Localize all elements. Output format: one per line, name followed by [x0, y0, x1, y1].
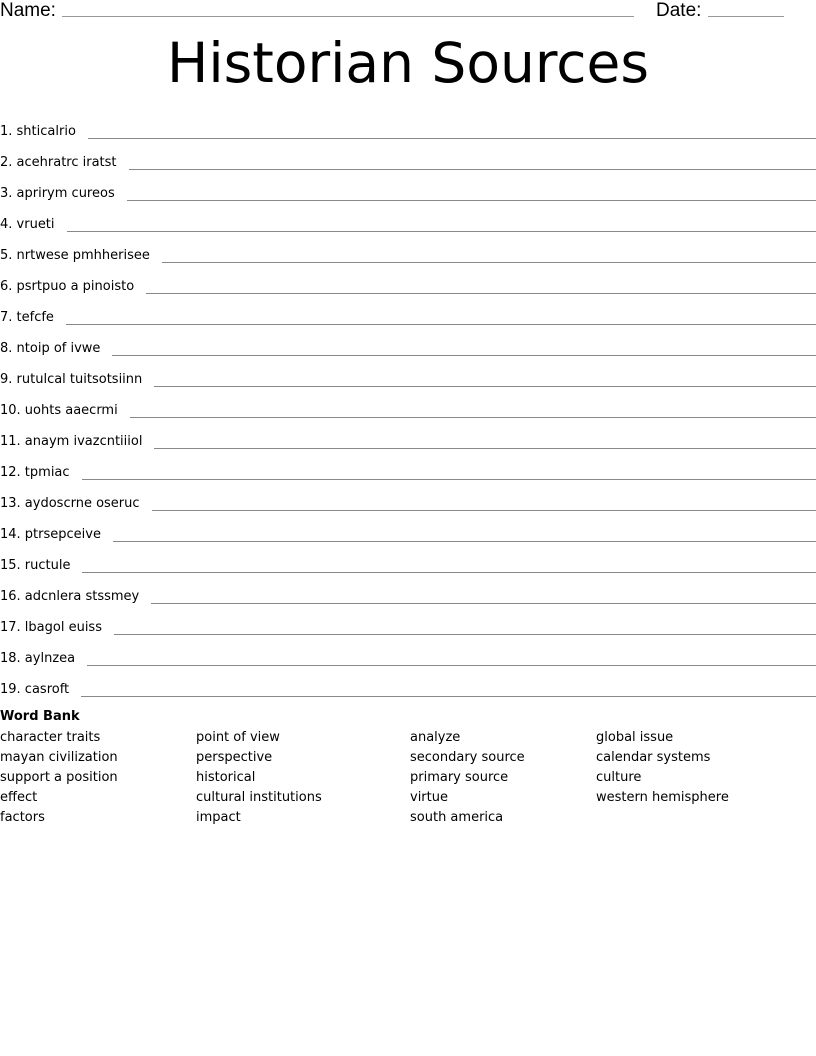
- word-bank-item: virtue: [410, 790, 448, 805]
- question-row: [0, 421, 816, 452]
- question-row: [0, 328, 816, 359]
- answer-line[interactable]: [112, 354, 816, 356]
- answer-line[interactable]: [127, 199, 816, 201]
- word-bank-column: [596, 728, 729, 808]
- question-text: 1. shticalrio: [0, 124, 76, 139]
- header-row: [0, 0, 816, 22]
- word-bank-item: perspective: [196, 750, 273, 765]
- question-row: [0, 452, 816, 483]
- question-text: 2. acehratrc iratst: [0, 155, 117, 170]
- page-title: Historian Sources: [166, 31, 649, 95]
- question-text: 16. adcnlera stssmey: [0, 589, 140, 604]
- name-field[interactable]: [62, 16, 634, 17]
- answer-line[interactable]: [88, 137, 816, 139]
- answer-line[interactable]: [66, 323, 816, 325]
- question-text: 15. ructule: [0, 558, 71, 573]
- question-text: 8. ntoip of ivwe: [0, 341, 101, 356]
- answer-line[interactable]: [130, 416, 816, 418]
- answer-line[interactable]: [146, 292, 816, 294]
- question-text: 7. tefcfe: [0, 310, 54, 325]
- word-bank-item: historical: [196, 770, 256, 785]
- word-bank-title: Word Bank: [0, 709, 80, 724]
- question-text: 17. lbagol euiss: [0, 620, 102, 635]
- answer-line[interactable]: [82, 478, 816, 480]
- word-bank-item: south america: [410, 810, 504, 825]
- question-text: 19. casroft: [0, 682, 70, 697]
- answer-line[interactable]: [113, 540, 816, 542]
- question-row: [0, 545, 816, 576]
- question-text: 11. anaym ivazcntiiiol: [0, 434, 143, 449]
- question-text: 12. tpmiac: [0, 465, 70, 480]
- question-row: [0, 173, 816, 204]
- word-bank-column: [196, 728, 322, 828]
- question-text: 13. aydoscrne oseruc: [0, 496, 140, 511]
- question-text: 9. rutulcal tuitsotsiinn: [0, 372, 143, 387]
- word-bank-column: [410, 728, 525, 828]
- question-row: [0, 483, 816, 514]
- word-bank-item: support a position: [0, 770, 118, 785]
- answer-line[interactable]: [81, 695, 816, 697]
- question-text: 4. vrueti: [0, 217, 55, 232]
- question-row: [0, 297, 816, 328]
- question-row: [0, 607, 816, 638]
- word-bank-grid: [0, 728, 816, 838]
- word-bank-item: secondary source: [410, 750, 525, 765]
- answer-line[interactable]: [162, 261, 816, 263]
- answer-line[interactable]: [67, 230, 816, 232]
- date-label: Date:: [656, 0, 702, 21]
- question-row: [0, 390, 816, 421]
- answer-line[interactable]: [129, 168, 816, 170]
- question-row: [0, 514, 816, 545]
- answer-line[interactable]: [82, 571, 816, 573]
- word-bank-column: [0, 728, 118, 828]
- word-bank-item: character traits: [0, 730, 101, 745]
- question-text: 6. psrtpuo a pinoisto: [0, 279, 135, 294]
- answer-line[interactable]: [154, 447, 816, 449]
- question-row: [0, 235, 816, 266]
- question-row: [0, 111, 816, 142]
- question-row: [0, 669, 816, 700]
- word-bank-item: impact: [196, 810, 241, 825]
- word-bank-item: point of view: [196, 730, 280, 745]
- word-bank-item: mayan civilization: [0, 750, 118, 765]
- question-row: [0, 142, 816, 173]
- question-row: [0, 638, 816, 669]
- answer-line[interactable]: [87, 664, 816, 666]
- question-row: [0, 204, 816, 235]
- word-bank-item: culture: [596, 770, 642, 785]
- word-bank-item: analyze: [410, 730, 461, 745]
- question-text: 3. aprirym cureos: [0, 186, 115, 201]
- word-bank-item: cultural institutions: [196, 790, 322, 805]
- word-bank-item: primary source: [410, 770, 509, 785]
- question-text: 14. ptrsepceive: [0, 527, 101, 542]
- question-text: 10. uohts aaecrmi: [0, 403, 118, 418]
- answer-line[interactable]: [151, 602, 816, 604]
- date-field[interactable]: [708, 16, 784, 17]
- word-bank-item: global issue: [596, 730, 674, 745]
- question-text: 5. nrtwese pmhherisee: [0, 248, 150, 263]
- word-bank-item: western hemisphere: [596, 790, 729, 805]
- answer-line[interactable]: [152, 509, 816, 511]
- question-row: [0, 576, 816, 607]
- question-text: 18. aylnzea: [0, 651, 76, 666]
- word-bank-item: calendar systems: [596, 750, 711, 765]
- question-row: [0, 359, 816, 390]
- question-row: [0, 266, 816, 297]
- word-bank-item: factors: [0, 810, 45, 825]
- answer-line[interactable]: [114, 633, 816, 635]
- word-bank: [0, 708, 816, 838]
- answer-line[interactable]: [154, 385, 816, 387]
- question-list: [0, 111, 816, 700]
- name-label: Name:: [0, 0, 56, 21]
- word-bank-item: effect: [0, 790, 38, 805]
